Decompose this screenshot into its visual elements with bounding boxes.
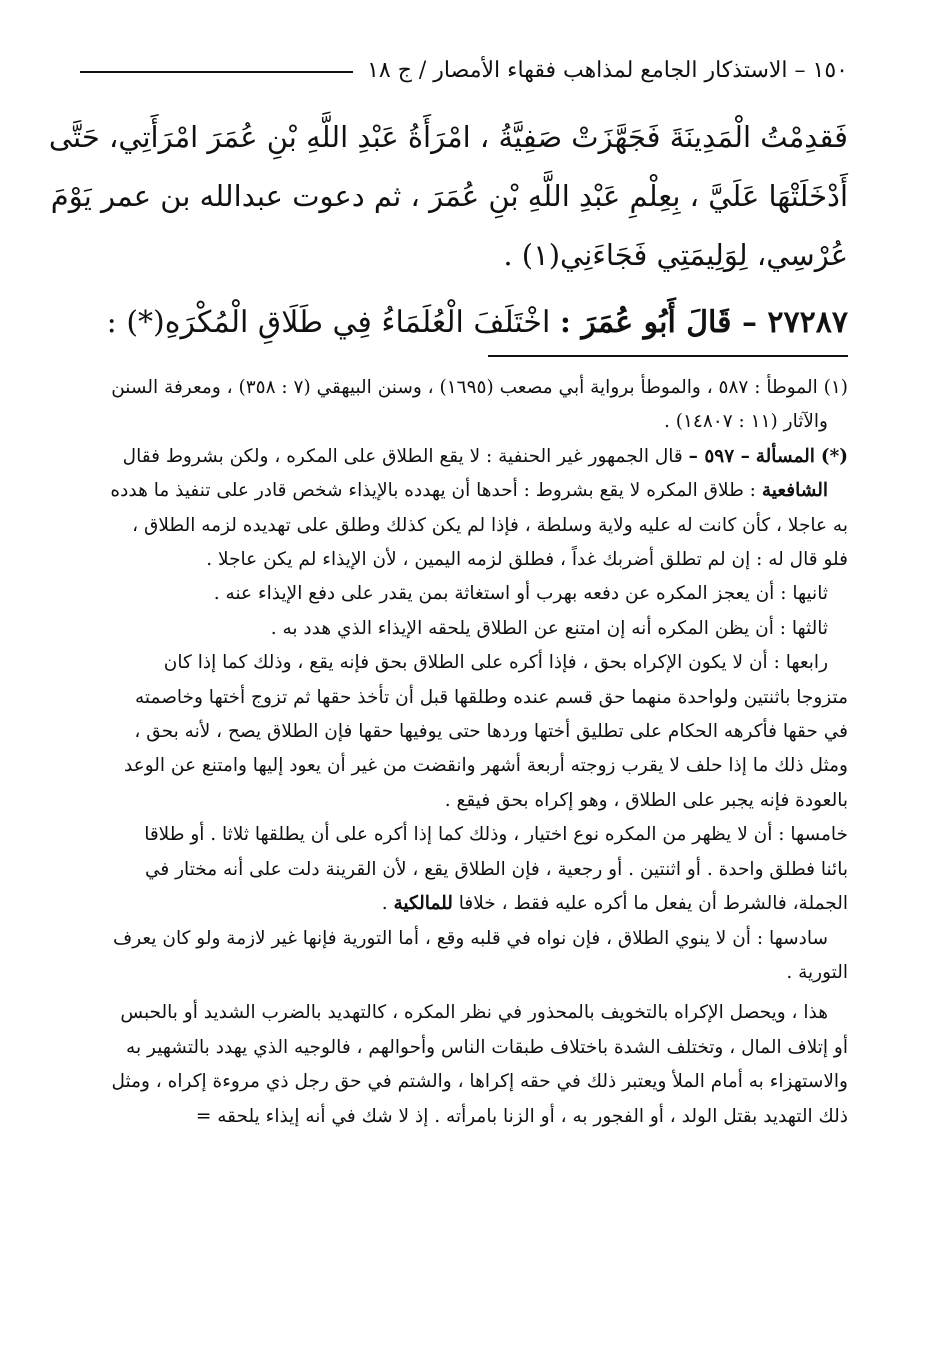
running-head-text: ١٥٠ – الاستذكار الجامع لمذاهب فقهاء الأمصار / ج ١٨ xyxy=(367,57,848,83)
footnote-divider xyxy=(488,355,848,357)
section-number: ٢٧٢٨٧ xyxy=(767,305,848,340)
footnote-line: هذا ، ويحصل الإكراه بالتخويف بالمحذور في نظر المكره ، كالتهديد بالضرب الشديد أو بالحبس xyxy=(120,1002,828,1024)
footnote-star-mark: (*) xyxy=(820,445,848,467)
footnote-text: الجملة، فالشرط أن يفعل ما أكره عليه فقط ، خلافا xyxy=(452,893,848,915)
running-head xyxy=(80,50,848,90)
footnote-line xyxy=(80,887,848,921)
footnote-line xyxy=(80,440,848,474)
footnote-line: بالعودة فإنه يجبر على الطلاق ، وهو إكراه بحق فيقع . xyxy=(444,789,848,811)
masala-number: – ٥٩٧ – xyxy=(688,445,750,467)
footnote-line: التورية . xyxy=(786,961,848,983)
footnote-line: ثالثها : أن يظن المكره أنه إن امتنع عن الطلاق يلحقه الإيذاء الذي هدد به . xyxy=(270,617,828,639)
shafiiyya-label: الشافعية xyxy=(761,480,828,502)
footnote-line: به عاجلا ، كأن كانت له عليه ولاية وسلطة ، فإذا لم يكن كذلك وطلق على تهديده لزمه الطلاق ، xyxy=(132,514,848,536)
main-text-line: عُرْسِي، لِوَلِيمَتِي فَجَاءَنِي(١) . xyxy=(503,238,848,272)
footnote-line: (١) الموطأ : ٥٨٧ ، والموطأ برواية أبي مصعب (١٦٩٥) ، وسنن البيهقي (٧ : ٣٥٨) ، ومعرفة السنن xyxy=(111,377,848,398)
footnote-text: . xyxy=(381,893,394,915)
section-text: اخْتَلَفَ الْعُلَمَاءُ فِي طَلَاقِ الْمُكْرَهِ(*) : xyxy=(106,305,560,340)
section-heading xyxy=(80,301,848,345)
section-speaker: قَالَ أَبُو عُمَرَ : xyxy=(559,305,732,340)
footnote-line: فلو قال له : إن لم تطلق أضربك غداً ، فطلق لزمه اليمين ، لأن الإيذاء لم يكن عاجلا . xyxy=(206,549,848,571)
footnote-line: خامسها : أن لا يظهر من المكره نوع اختيار ، وذلك كما إذا أكره على أن يطلقها ثلاثا . أو طلاقا xyxy=(144,824,848,846)
header-rule xyxy=(80,71,353,73)
footnote-text: قال الجمهور غير الحنفية : لا يقع الطلاق على المكره ، ولكن بشروط فقال xyxy=(122,445,689,467)
footnote-text: : طلاق المكره لا يقع بشروط : أحدها أن يهدده بالإيذاء شخص قادر على تنفيذ ما هدده xyxy=(110,480,762,502)
main-text xyxy=(48,108,848,285)
footnote-line: ذلك التهديد بقتل الولد ، أو الفجور به ، أو الزنا بامرأته . إذ لا شك في أنه إيذاء يلحقه = xyxy=(195,1105,848,1127)
footnote-line: رابعها : أن لا يكون الإكراه بحق ، فإذا أكره على الطلاق بحق فإنه يقع ، وذلك كما إذا كان xyxy=(163,652,828,674)
footnote-line: ومثل ذلك ما إذا حلف لا يقرب زوجته أربعة أشهر وانقضت من غير أن يعود إليها وامتنع عن الوعد xyxy=(123,755,848,777)
main-text-line: فَقدِمْتُ الْمَدِينَةَ فَجَهَّزَتْ صَفِيَّةُ ، امْرَأَةُ عَبْدِ اللَّهِ بْنِ عُمَرَ امْرَأَتِي، حَتَّى xyxy=(48,120,848,154)
footnote-line: في حقها فأكرهه الحكام على تطليق أختها وردها حتى يوفيها حقها فإن الطلاق يصح ، لأنه بحق ، xyxy=(134,721,848,743)
footnote-line xyxy=(80,474,848,508)
footnote-line: والآثار (١١ : ١٤٨٠٧) . xyxy=(664,411,828,433)
footnote-line: بائنا فطلق واحدة . أو اثنتين . أو رجعية ، فإن الطلاق يقع ، لأن القرينة دلت على أنه مختار في xyxy=(144,858,848,880)
masala-label: المسألة xyxy=(755,445,815,467)
footnote-line: والاستهزاء به أمام الملأ ويعتبر ذلك في حقه إكراها ، والشتم في حق رجل ذي مروءة إكراه ، ومثل xyxy=(111,1071,848,1093)
footnote-line: سادسها : أن لا ينوي الطلاق ، فإن نواه في قلبه وقع ، أما التورية فإنها غير لازمة ولو كان يعرف xyxy=(113,927,828,949)
footnote-line: ثانيها : أن يعجز المكره عن دفعه بهرب أو استغاثة بمن يقدر على دفع الإيذاء عنه . xyxy=(213,583,828,605)
footnote-line: أو إتلاف المال ، وتختلف الشدة باختلاف طبقات الناس وأحوالهم ، فالوجيه الذي يهدد بالتشهير به xyxy=(126,1036,848,1058)
main-text-line: أَدْخَلَتْهَا عَلَيَّ ، بِعِلْمِ عَبْدِ اللَّهِ بْنِ عُمَرَ ، ثم دعوت عبدالله بن عمر يَوْمَ xyxy=(50,179,848,213)
malikiyya-label: للمالكية xyxy=(393,893,453,915)
footnotes xyxy=(80,371,848,1134)
footnote-line: متزوجا باثنتين ولواحدة منهما حق قسم عنده وطلقها قبل أن تأخذ حقها ثم تزوج أختها وخاصمته xyxy=(135,686,848,708)
section-separator: – xyxy=(731,305,768,340)
